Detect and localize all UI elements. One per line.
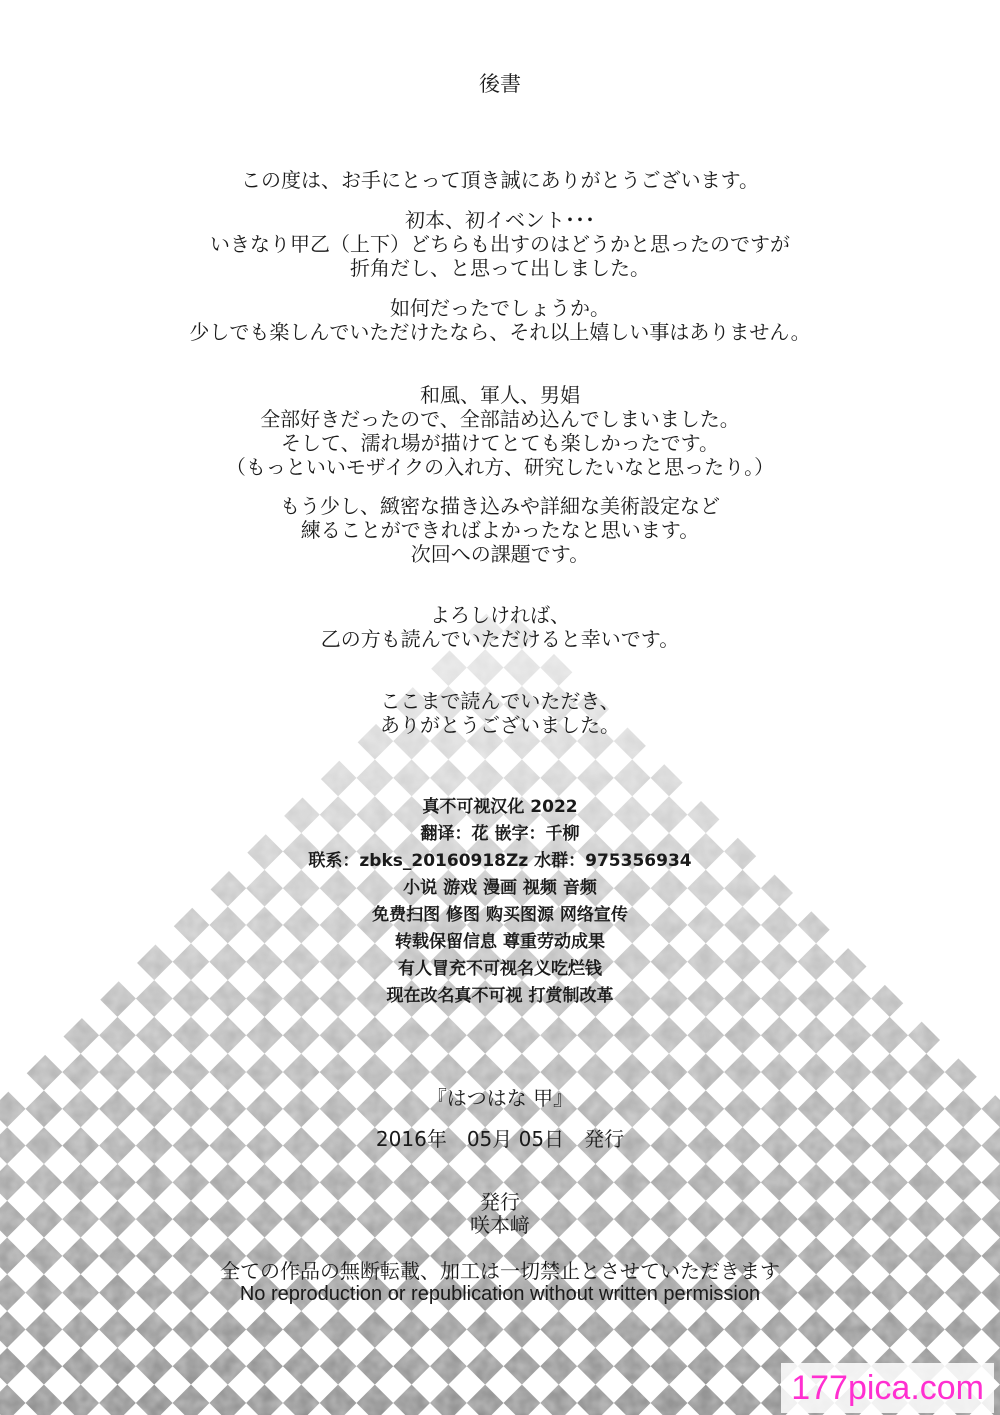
paragraph-line: 次回への課題です。 [410,542,590,566]
paragraph-line: そして、濡れ場が描けてとても楽しかったです。 [281,431,719,455]
paragraph-line: 和風、軍人、男娼 [420,383,580,407]
paragraph-line: ありがとうございました。 [380,713,620,737]
paragraph-line: 乙の方も読んでいただけると幸いです。 [320,627,680,651]
paragraph-line: （もっといいモザイクの入れ方、研究したいなと思ったり。） [225,455,775,479]
credit-line: 现在改名真不可视 打赏制改革 [386,986,614,1006]
paragraph-line: 少しでも楽しんでいただけたなら、それ以上嬉しい事はありません。 [189,320,811,344]
paragraph-line: いきなり甲乙（上下）どちらも出すのはどうかと思ったのですが [210,232,790,256]
copyright-notice-jp: 全ての作品の無断転載、加工は一切禁止とさせていただきます [220,1259,780,1283]
credit-line: 免费扫图 修图 购买图源 网络宣传 [372,905,628,925]
paragraph-line: もう少し、緻密な描き込みや詳細な美術設定など [280,494,720,518]
book-title: 『はつはな 甲』 [426,1086,574,1110]
paragraph-line: 如何だったでしょうか。 [390,296,610,320]
credit-line: 有人冒充不可视名义吃烂钱 [398,959,602,979]
paragraph-line: 練ることができればよかったなと思います。 [300,518,700,542]
credit-line: 小说 游戏 漫画 视频 音频 [403,878,597,898]
thanks-line: この度は、お手にとって頂き誠にありがとうございます。 [241,168,759,192]
publisher-name: 咲本﨑 [470,1213,530,1237]
credit-line: 转载保留信息 尊重劳动成果 [395,932,605,952]
paragraph-line: 折角だし、と思って出しました。 [350,256,650,280]
publication-date: 2016年 05月 05日 発行 [375,1127,625,1151]
credit-line: 真不可视汉化 2022 [422,797,578,817]
paragraph-line: 全部好きだったので、全部詰め込んでしまいました。 [260,407,740,431]
page-title: 後書 [479,72,521,96]
site-watermark: 177pica.com [781,1363,994,1413]
publisher-label: 発行 [480,1190,520,1214]
credit-line: 联系：zbks_20160918Zz 水群：975356934 [308,851,692,871]
paragraph-line: ここまで読んでいただき、 [380,689,620,713]
copyright-notice-en: No reproduction or republication without written permission [239,1283,761,1305]
credit-line: 翻译：花 嵌字：千柳 [420,824,580,844]
paragraph-line: 初本、初イベント･･･ [405,208,595,232]
paragraph-line: よろしければ、 [430,603,570,627]
